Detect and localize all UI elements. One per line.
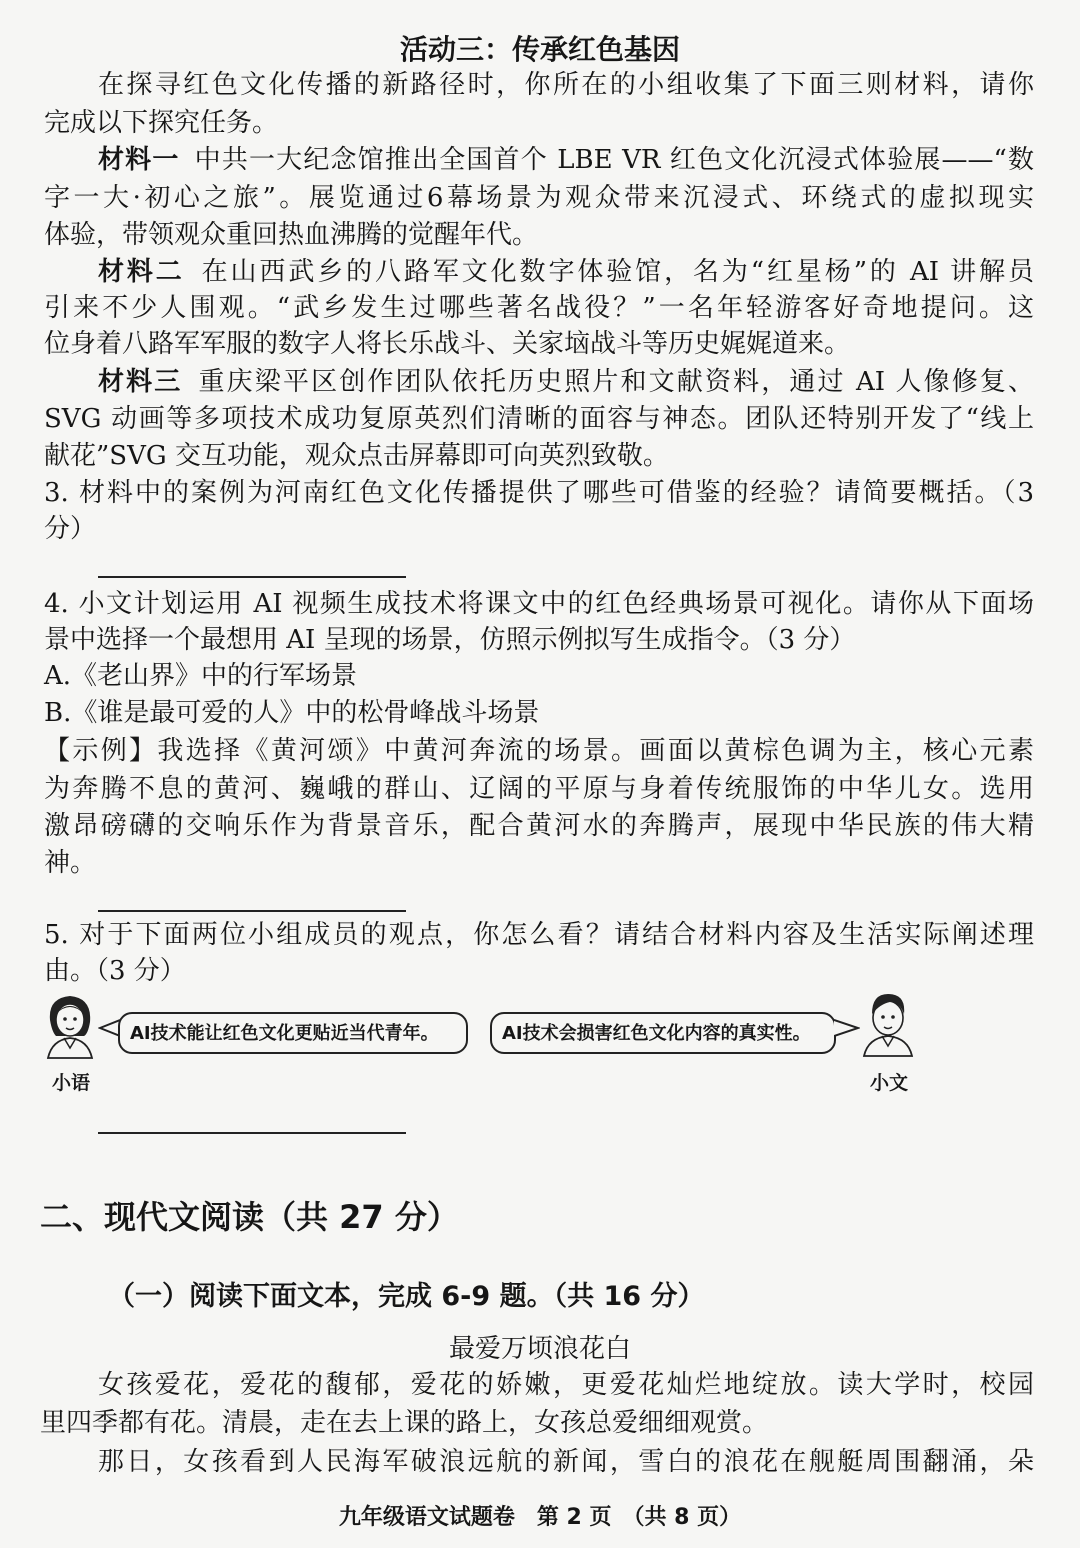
material2-line-2: 引来不少人围观。“武乡发生过哪些著名战役？”一名年轻游客好奇地提问。这 <box>44 293 1034 323</box>
material3-label: 材料三 <box>98 367 183 397</box>
q4-line-2: 景中选择一个最想用 AI 呈现的场景，仿照示例拟写生成指令。（3 分） <box>44 625 856 655</box>
subsection1-title: （一）阅读下面文本，完成 6-9 题。（共 16 分） <box>108 1281 705 1312</box>
material3-line-2: SVG 动画等多项技术成功复原英烈们清晰的面容与神态。团队还特别开发了“线上 <box>44 404 1034 434</box>
material3-line-1 <box>98 363 1034 401</box>
article-title: 最爱万顷浪花白 <box>448 1334 631 1364</box>
q3-answer-line[interactable] <box>98 576 406 578</box>
right-speaker-name: 小文 <box>870 1072 909 1094</box>
intro-line-1: 在探寻红色文化传播的新路径时，你所在的小组收集了下面三则材料，请你 <box>98 70 1034 100</box>
left-speech-bubble: AI技术能让红色文化更贴近当代青年。 <box>118 1012 468 1054</box>
q5-line-2: 由。（3 分） <box>44 956 186 986</box>
q5-line-1: 5. 对于下面两位小组成员的观点，你怎么看？请结合材料内容及生活实际阐述理 <box>44 920 1034 950</box>
intro-line-2: 完成以下探究任务。 <box>44 108 279 138</box>
article-line-2: 里四季都有花。清晨，走在去上课的路上，女孩总爱细细观赏。 <box>40 1408 769 1438</box>
article-line-1: 女孩爱花，爱花的馥郁，爱花的娇嫩，更爱花灿烂地绽放。读大学时，校园 <box>98 1370 1034 1400</box>
material1-text-1: 中共一大纪念馆推出全国首个 LBE VR 红色文化沉浸式体验展——“数 <box>193 145 1034 175</box>
material1-line-2: 字一大·初心之旅”。展览通过6幕场景为观众带来沉浸式、环绕式的虚拟现实 <box>44 183 1034 213</box>
right-speech-bubble: AI技术会损害红色文化内容的真实性。 <box>490 1012 836 1054</box>
activity-title: 活动三：传承红色基因 <box>399 33 680 66</box>
material3-line-3: 献花”SVG 交互功能，观众点击屏幕即可向英烈致敬。 <box>44 441 669 471</box>
q4-option-b: B.《谁是最可爱的人》中的松骨峰战斗场景 <box>44 698 540 728</box>
q4-line-1: 4. 小文计划运用 AI 视频生成技术将课文中的红色经典场景可视化。请你从下面场 <box>44 589 1034 619</box>
q4-answer-line[interactable] <box>98 910 406 912</box>
q5-answer-line[interactable] <box>98 1132 406 1134</box>
example-line-1: 【示例】我选择《黄河颂》中黄河奔流的场景。画面以黄棕色调为主，核心元素 <box>44 736 1034 766</box>
material2-text-1: 在山西武乡的八路军文化数字体验馆，名为“红星杨”的 AI 讲解员 <box>198 257 1034 287</box>
material1-label: 材料一 <box>98 145 180 175</box>
example-line-3: 激昂磅礴的交响乐作为背景音乐，配合黄河水的奔腾声，展现中华民族的伟大精 <box>44 811 1034 841</box>
boy-avatar-icon <box>856 988 920 1058</box>
left-speaker-name: 小语 <box>52 1072 91 1094</box>
example-line-2: 为奔腾不息的黄河、巍峨的群山、辽阔的平原与身着传统服饰的中华儿女。选用 <box>44 774 1034 804</box>
material2-line-3: 位身着八路军军服的数字人将长乐战斗、关家垴战斗等历史娓娓道来。 <box>44 329 851 359</box>
q3-line-2: 分） <box>44 514 97 544</box>
girl-avatar-icon <box>40 990 100 1060</box>
example-line-4: 神。 <box>44 848 97 878</box>
page-footer: 九年级语文试题卷 第 2 页 （共 8 页） <box>338 1505 742 1530</box>
material2-line-1 <box>98 253 1034 291</box>
material3-text-1: 重庆梁平区创作团队依托历史照片和文献资料，通过 AI 人像修复、 <box>196 367 1034 397</box>
section2-title: 二、现代文阅读（共 27 分） <box>40 1198 459 1236</box>
left-bubble-tail-icon <box>98 1018 120 1038</box>
q3-line-1: 3. 材料中的案例为河南红色文化传播提供了哪些可借鉴的经验？请简要概括。（3 <box>44 478 1034 508</box>
article-line-3: 那日，女孩看到人民海军破浪远航的新闻，雪白的浪花在舰艇周围翻涌，朵 <box>98 1447 1034 1477</box>
q4-option-a: A.《老山界》中的行军场景 <box>44 661 358 691</box>
material1-line-3: 体验，带领观众重回热血沸腾的觉醒年代。 <box>44 220 539 250</box>
material1-line-1 <box>98 141 1034 179</box>
material2-label: 材料二 <box>98 257 185 287</box>
